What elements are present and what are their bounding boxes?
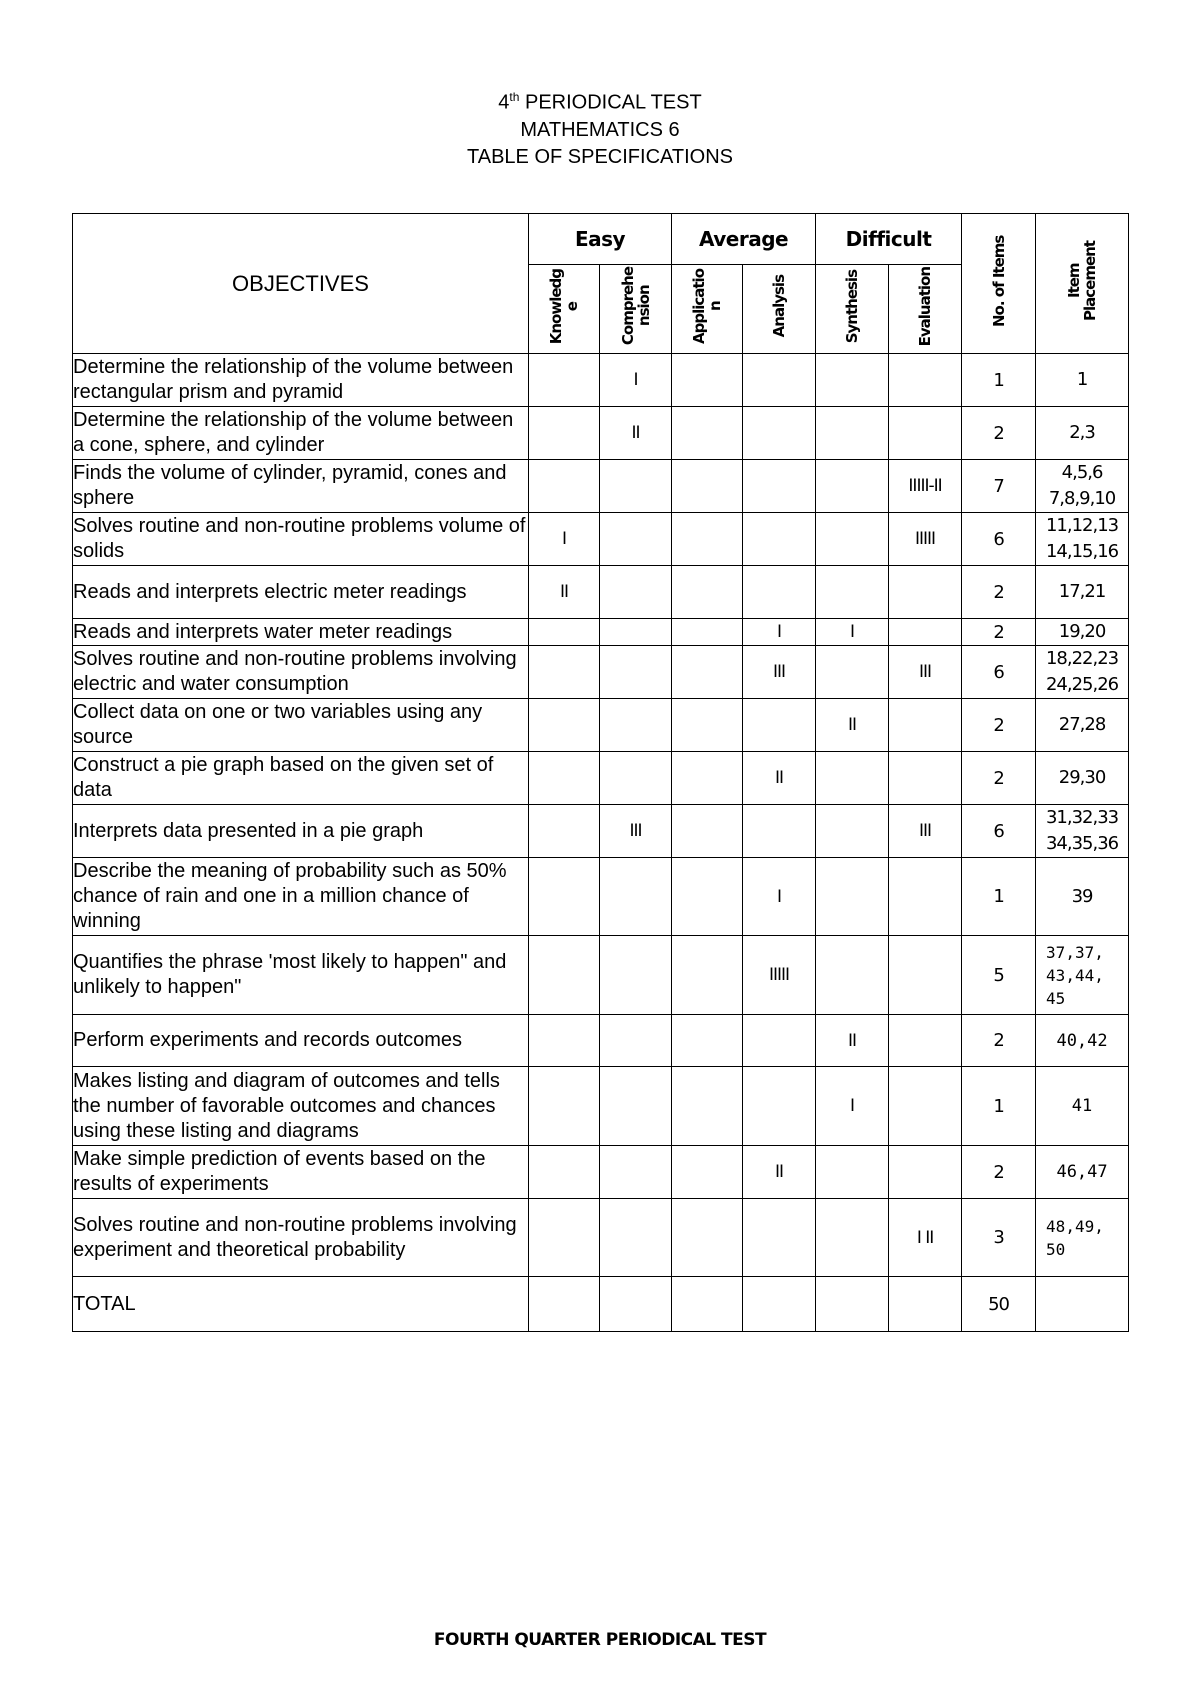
item-placement-cell: 48,49, 50 xyxy=(1036,1199,1129,1277)
analysis-header xyxy=(743,265,816,354)
items-count-cell: 6 xyxy=(962,805,1036,858)
items-count-cell: 2 xyxy=(962,1146,1036,1199)
objective-cell: Solves routine and non-routine problems involving electric and water consumption xyxy=(73,646,529,699)
synthesis-cell: II xyxy=(816,699,889,752)
specifications-table xyxy=(72,213,1129,1332)
table-row xyxy=(73,566,1129,619)
item-placement-cell: 31,32,33 34,35,36 xyxy=(1036,805,1129,858)
page-footer: FOURTH QUARTER PERIODICAL TEST xyxy=(433,1630,767,1650)
evaluation-cell xyxy=(889,619,962,646)
table-row xyxy=(73,699,1129,752)
knowledge-cell xyxy=(529,1146,600,1199)
analysis-cell xyxy=(743,1015,816,1067)
table-row xyxy=(73,1199,1129,1277)
synthesis-cell xyxy=(816,646,889,699)
evaluation-header xyxy=(889,265,962,354)
evaluation-cell xyxy=(889,936,962,1015)
total-items-cell: 50 xyxy=(962,1277,1036,1332)
objective-cell: Determine the relationship of the volume between rectangular prism and pyramid xyxy=(73,354,529,407)
synthesis-cell xyxy=(816,354,889,407)
synthesis-cell xyxy=(816,805,889,858)
application-cell xyxy=(672,1015,743,1067)
empty-cell xyxy=(1036,1277,1129,1332)
table-row xyxy=(73,407,1129,460)
document-title: TABLE OF SPECIFICATIONS xyxy=(467,145,733,168)
table-row xyxy=(73,619,1129,646)
synthesis-cell xyxy=(816,936,889,1015)
table-row xyxy=(73,354,1129,407)
application-cell xyxy=(672,1199,743,1277)
evaluation-cell xyxy=(889,1015,962,1067)
application-cell xyxy=(672,699,743,752)
comprehension-cell xyxy=(600,566,672,619)
evaluation-cell xyxy=(889,354,962,407)
no-of-items-header xyxy=(962,214,1036,354)
evaluation-cell xyxy=(889,1067,962,1146)
evaluation-label: Evaluation xyxy=(916,266,935,347)
test-title xyxy=(0,84,1200,117)
items-count-cell: 1 xyxy=(962,1067,1036,1146)
comprehension-label: Comprehe nsion xyxy=(618,267,653,346)
analysis-cell: I xyxy=(743,619,816,646)
comprehension-cell xyxy=(600,1067,672,1146)
items-count-cell: 6 xyxy=(962,646,1036,699)
item-placement-cell: 19,20 xyxy=(1036,619,1129,646)
comprehension-cell xyxy=(600,699,672,752)
objective-cell: Interprets data presented in a pie graph xyxy=(73,805,529,858)
evaluation-cell xyxy=(889,699,962,752)
evaluation-cell: I II xyxy=(889,1199,962,1277)
knowledge-cell xyxy=(529,752,600,805)
application-cell xyxy=(672,407,743,460)
items-count-cell: 7 xyxy=(962,460,1036,513)
items-count-cell: 2 xyxy=(962,566,1036,619)
table-row xyxy=(73,805,1129,858)
items-count-cell: 1 xyxy=(962,354,1036,407)
synthesis-label: Synthesis xyxy=(843,269,862,344)
analysis-cell xyxy=(743,407,816,460)
objective-cell: Determine the relationship of the volume between a cone, sphere, and cylinder xyxy=(73,407,529,460)
empty-cell xyxy=(529,1277,600,1332)
evaluation-cell: III xyxy=(889,646,962,699)
comprehension-cell xyxy=(600,752,672,805)
synthesis-cell xyxy=(816,1146,889,1199)
analysis-cell xyxy=(743,354,816,407)
evaluation-cell xyxy=(889,407,962,460)
items-count-cell: 3 xyxy=(962,1199,1036,1277)
analysis-label: Analysis xyxy=(770,275,789,338)
analysis-cell: II xyxy=(743,752,816,805)
easy-header: Easy xyxy=(529,214,672,265)
subject-title: MATHEMATICS 6 xyxy=(520,118,680,141)
comprehension-cell xyxy=(600,513,672,566)
empty-cell xyxy=(816,1277,889,1332)
application-cell xyxy=(672,752,743,805)
evaluation-cell xyxy=(889,858,962,936)
comprehension-cell xyxy=(600,858,672,936)
title-ordinal-suffix: th xyxy=(509,90,520,104)
objective-cell: Solves routine and non-routine problems involving experiment and theoretical probability xyxy=(73,1199,529,1277)
knowledge-cell xyxy=(529,858,600,936)
application-cell xyxy=(672,460,743,513)
comprehension-cell xyxy=(600,1015,672,1067)
items-count-cell: 2 xyxy=(962,699,1036,752)
evaluation-cell: IIIII-II xyxy=(889,460,962,513)
synthesis-cell xyxy=(816,566,889,619)
synthesis-cell: I xyxy=(816,619,889,646)
synthesis-cell xyxy=(816,513,889,566)
item-placement-cell: 18,22,23 24,25,26 xyxy=(1036,646,1129,699)
comprehension-cell xyxy=(600,619,672,646)
knowledge-cell: II xyxy=(529,566,600,619)
knowledge-cell xyxy=(529,646,600,699)
application-cell xyxy=(672,1146,743,1199)
table-row xyxy=(73,752,1129,805)
table-row xyxy=(73,460,1129,513)
synthesis-cell xyxy=(816,1199,889,1277)
evaluation-cell: IIIII xyxy=(889,513,962,566)
synthesis-cell: I xyxy=(816,1067,889,1146)
objective-cell: Collect data on one or two variables using any source xyxy=(73,699,529,752)
synthesis-header xyxy=(816,265,889,354)
item-placement-label: Item Placement xyxy=(1065,241,1100,321)
analysis-cell xyxy=(743,460,816,513)
application-cell xyxy=(672,805,743,858)
synthesis-cell: II xyxy=(816,1015,889,1067)
evaluation-cell xyxy=(889,1146,962,1199)
table-row xyxy=(73,1015,1129,1067)
knowledge-header xyxy=(529,265,600,354)
application-cell xyxy=(672,354,743,407)
comprehension-cell xyxy=(600,1146,672,1199)
table-row xyxy=(73,858,1129,936)
application-cell xyxy=(672,619,743,646)
item-placement-cell: 29,30 xyxy=(1036,752,1129,805)
table-row xyxy=(73,936,1129,1015)
table-row xyxy=(73,1146,1129,1199)
analysis-cell xyxy=(743,699,816,752)
items-count-cell: 2 xyxy=(962,1015,1036,1067)
empty-cell xyxy=(672,1277,743,1332)
empty-cell xyxy=(743,1277,816,1332)
comprehension-cell: III xyxy=(600,805,672,858)
knowledge-cell xyxy=(529,805,600,858)
item-placement-cell: 2,3 xyxy=(1036,407,1129,460)
application-label: Applicatio n xyxy=(690,269,725,344)
evaluation-cell: III xyxy=(889,805,962,858)
items-count-cell: 1 xyxy=(962,858,1036,936)
analysis-cell: III xyxy=(743,646,816,699)
comprehension-cell xyxy=(600,936,672,1015)
item-placement-cell: 1 xyxy=(1036,354,1129,407)
synthesis-cell xyxy=(816,752,889,805)
items-count-cell: 5 xyxy=(962,936,1036,1015)
item-placement-cell: 46,47 xyxy=(1036,1146,1129,1199)
application-cell xyxy=(672,566,743,619)
objectives-header: OBJECTIVES xyxy=(73,214,529,354)
difficult-header: Difficult xyxy=(816,214,962,265)
synthesis-cell xyxy=(816,858,889,936)
comprehension-cell xyxy=(600,460,672,513)
knowledge-cell xyxy=(529,619,600,646)
analysis-cell: II xyxy=(743,1146,816,1199)
total-label: TOTAL xyxy=(73,1277,529,1332)
comprehension-cell: I xyxy=(600,354,672,407)
item-placement-cell: 39 xyxy=(1036,858,1129,936)
knowledge-cell xyxy=(529,699,600,752)
knowledge-cell xyxy=(529,460,600,513)
item-placement-cell: 40,42 xyxy=(1036,1015,1129,1067)
objective-cell: Perform experiments and records outcomes xyxy=(73,1015,529,1067)
knowledge-cell xyxy=(529,354,600,407)
total-row xyxy=(73,1277,1129,1332)
item-placement-cell: 4,5,6 7,8,9,10 xyxy=(1036,460,1129,513)
item-placement-cell: 41 xyxy=(1036,1067,1129,1146)
comprehension-cell: II xyxy=(600,407,672,460)
item-placement-cell: 11,12,13 14,15,16 xyxy=(1036,513,1129,566)
analysis-cell xyxy=(743,513,816,566)
items-count-cell: 2 xyxy=(962,407,1036,460)
application-header xyxy=(672,265,743,354)
average-header: Average xyxy=(672,214,816,265)
application-cell xyxy=(672,936,743,1015)
analysis-cell xyxy=(743,1199,816,1277)
table-row xyxy=(73,513,1129,566)
application-cell xyxy=(672,646,743,699)
table-body xyxy=(73,354,1129,1332)
synthesis-cell xyxy=(816,460,889,513)
knowledge-cell xyxy=(529,1067,600,1146)
objective-cell: Reads and interprets water meter readings xyxy=(73,619,529,646)
analysis-cell: IIIII xyxy=(743,936,816,1015)
header-row-groups xyxy=(73,214,1129,265)
table-row xyxy=(73,646,1129,699)
comprehension-cell xyxy=(600,1199,672,1277)
objective-cell: Makes listing and diagram of outcomes and tells the number of favorable outcomes and chances using these listing and diagrams xyxy=(73,1067,529,1146)
synthesis-cell xyxy=(816,407,889,460)
empty-cell xyxy=(889,1277,962,1332)
title-ordinal-number: 4 xyxy=(498,91,510,114)
objective-cell: Quantifies the phrase 'most likely to happen" and unlikely to happen" xyxy=(73,936,529,1015)
application-cell xyxy=(672,858,743,936)
items-count-cell: 2 xyxy=(962,619,1036,646)
application-cell xyxy=(672,1067,743,1146)
objective-cell: Finds the volume of cylinder, pyramid, cones and sphere xyxy=(73,460,529,513)
table-row xyxy=(73,1067,1129,1146)
knowledge-cell xyxy=(529,1015,600,1067)
objective-cell: Construct a pie graph based on the given set of data xyxy=(73,752,529,805)
objective-cell: Solves routine and non-routine problems volume of solids xyxy=(73,513,529,566)
items-count-cell: 6 xyxy=(962,513,1036,566)
objective-cell: Describe the meaning of probability such as 50% chance of rain and one in a million chance of winning xyxy=(73,858,529,936)
evaluation-cell xyxy=(889,566,962,619)
analysis-cell xyxy=(743,566,816,619)
empty-cell xyxy=(600,1277,672,1332)
application-cell xyxy=(672,513,743,566)
item-placement-header xyxy=(1036,214,1129,354)
no-of-items-label: No. of Items xyxy=(989,235,1008,327)
objective-cell: Reads and interprets electric meter readings xyxy=(73,566,529,619)
comprehension-header xyxy=(600,265,672,354)
knowledge-cell xyxy=(529,936,600,1015)
knowledge-cell xyxy=(529,1199,600,1277)
document-header xyxy=(0,84,1200,171)
knowledge-cell: I xyxy=(529,513,600,566)
item-placement-cell: 27,28 xyxy=(1036,699,1129,752)
knowledge-cell xyxy=(529,407,600,460)
objective-cell: Make simple prediction of events based on the results of experiments xyxy=(73,1146,529,1199)
title-text: PERIODICAL TEST xyxy=(519,91,702,114)
comprehension-cell xyxy=(600,646,672,699)
analysis-cell: I xyxy=(743,858,816,936)
knowledge-label: Knowledg e xyxy=(547,268,581,345)
item-placement-cell: 37,37, 43,44, 45 xyxy=(1036,936,1129,1015)
analysis-cell xyxy=(743,1067,816,1146)
items-count-cell: 2 xyxy=(962,752,1036,805)
evaluation-cell xyxy=(889,752,962,805)
item-placement-cell: 17,21 xyxy=(1036,566,1129,619)
analysis-cell xyxy=(743,805,816,858)
